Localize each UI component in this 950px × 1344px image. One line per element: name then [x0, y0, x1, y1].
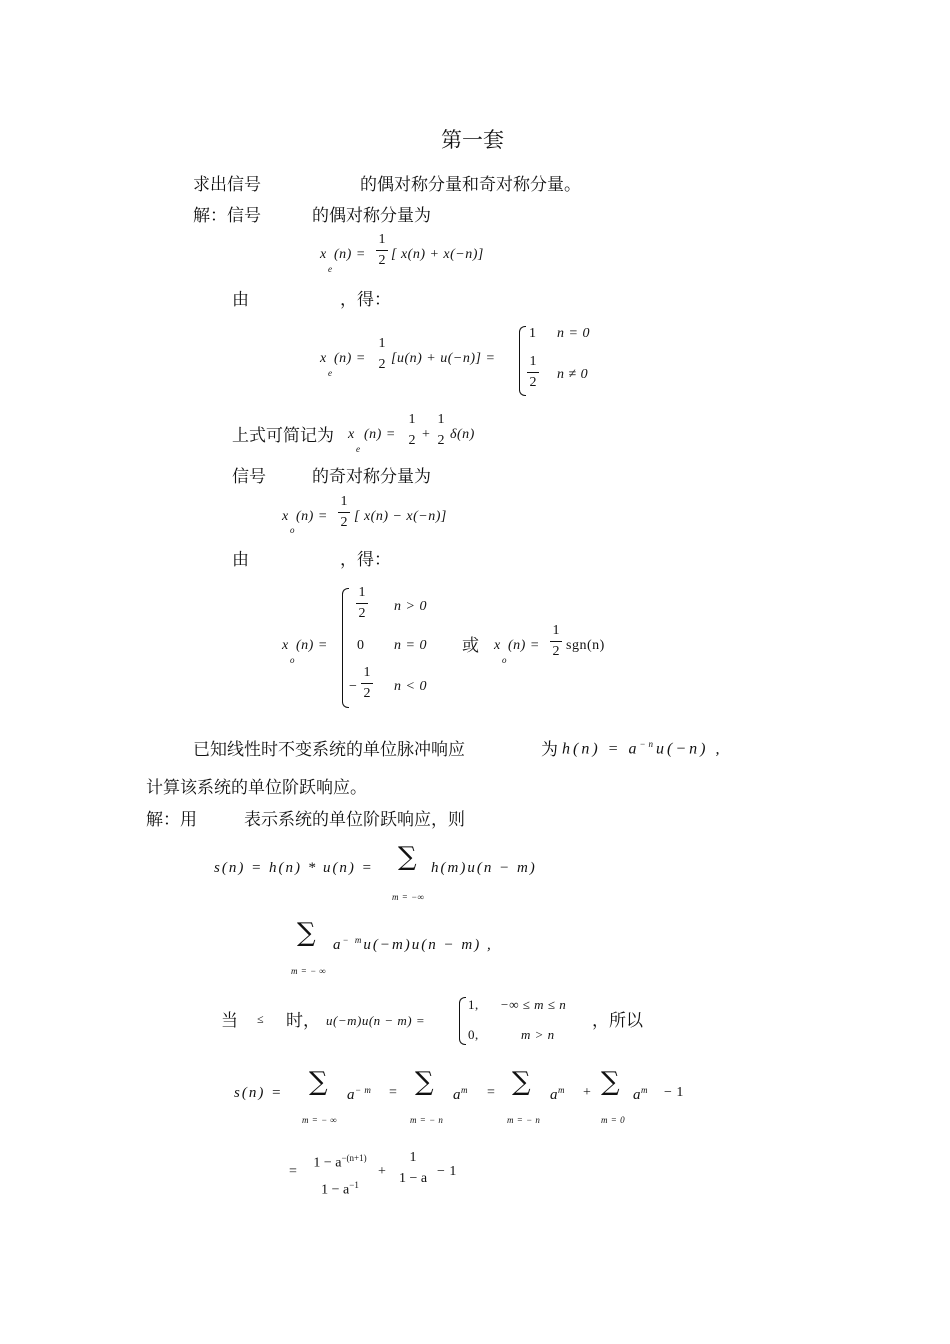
case-cond-ngt0: n > 0: [394, 599, 427, 614]
sigma-symbol: ∑: [512, 1067, 531, 1097]
eq-xo3-x: x: [494, 638, 501, 653]
text-odd-component: 的奇对称分量为: [312, 467, 431, 487]
case-1: 1,: [468, 997, 479, 1012]
case-cond-nlt0: n < 0: [394, 679, 427, 694]
cases-brace: [519, 326, 526, 396]
fraction-half: 1 2: [527, 354, 539, 391]
fraction-geometric-2: 1 1 − a: [398, 1150, 428, 1186]
question-2-line2: 计算该系统的单位阶跃响应。: [146, 778, 367, 798]
eq-xo-sub: o: [290, 525, 295, 535]
equals-final: =: [289, 1164, 298, 1179]
eq-xe2-sub: e: [328, 368, 333, 378]
eq-xo2-lhs: (n) =: [296, 638, 328, 653]
sgn-n: sgn(n): [566, 638, 605, 653]
eq-xo-rhs: [ x(n) − x(−n)]: [354, 509, 447, 524]
text-dang: 当: [221, 1011, 238, 1031]
u-product: u(−m)u(n − m) =: [326, 1013, 426, 1028]
minus-one: − 1: [664, 1085, 684, 1100]
case-cond-n0: n = 0: [394, 638, 427, 653]
case-2: 0,: [468, 1027, 479, 1042]
fraction-half: 1 2: [338, 494, 350, 531]
text-de-2: ，得：: [340, 550, 391, 570]
eq-xo-x: x: [282, 509, 289, 524]
text-signal-2: 信号: [232, 467, 266, 487]
case-cond-nne0: n ≠ 0: [557, 367, 589, 382]
answer-2-text: 表示系统的单位阶跃响应，则: [244, 810, 465, 830]
eq-xe-lhs: (n) =: [334, 247, 366, 262]
fraction-half: 1 2: [378, 336, 386, 372]
text-de-1: ，得：: [340, 290, 391, 310]
sum-lower-limit: m = − n: [410, 1115, 444, 1125]
sum-lower-limit: m = − ∞: [291, 966, 327, 976]
text-or: 或: [462, 636, 479, 656]
sum-term-3: $a^m$: [550, 1085, 565, 1103]
eq-xe3-lhs: (n) =: [364, 427, 396, 442]
sigma-symbol: ∑: [398, 842, 417, 872]
sigma-symbol: ∑: [297, 918, 316, 948]
fraction-geometric-1: $1 - a^{-(n+1)}$ $1 - a^{-1}$: [313, 1153, 367, 1198]
eq-xe2-x: x: [320, 351, 327, 366]
eq-xe2-rhs: [u(n) + u(−n)] =: [391, 351, 496, 366]
text-suoyi: ，所以: [592, 1011, 643, 1031]
sum-term-am: $a^{- m}u(-m)u(n - m)$ ,: [333, 935, 493, 953]
text-simplify: 上式可简记为: [232, 426, 334, 446]
equals-2: =: [487, 1085, 496, 1100]
hn-definition: $h(n) = a^{-n}u(-n)$ ,: [562, 739, 723, 758]
sum-lower-limit: m = − ∞: [302, 1115, 338, 1125]
fraction-half: 1 2: [550, 623, 562, 660]
text-you-1: 由: [232, 290, 249, 310]
case-value-1: 1: [529, 326, 537, 341]
sn-convolution: s(n) = h(n) * u(n) =: [214, 860, 374, 876]
text-you-2: 由: [232, 550, 249, 570]
eq-xo2-x: x: [282, 638, 289, 653]
sigma-symbol: ∑: [309, 1067, 328, 1097]
eq-xe-x: x: [320, 247, 327, 262]
cases-brace: [459, 997, 466, 1045]
cases-brace: [342, 588, 349, 708]
plus-sign: +: [422, 427, 431, 442]
fraction-half: 1 2: [356, 585, 368, 622]
eq-xe-rhs: [ x(n) + x(−n)]: [391, 247, 484, 262]
case-value-0: 0: [357, 638, 365, 653]
sn-lhs: s(n) =: [234, 1085, 284, 1101]
eq-xo2-sub: o: [290, 655, 295, 665]
eq-xo-lhs: (n) =: [296, 509, 328, 524]
eq-xe3-sub: e: [356, 444, 361, 454]
equals-1: =: [389, 1085, 398, 1100]
answer-2-label: 解：用: [146, 810, 197, 830]
page-title: 第一套: [441, 128, 504, 152]
eq-xe3-x: x: [348, 427, 355, 442]
answer-1-label: 解：信号: [193, 206, 261, 226]
sum-term-4: $a^m$: [633, 1085, 648, 1103]
sigma-symbol: ∑: [601, 1067, 620, 1097]
question-2-wei: 为: [541, 740, 558, 760]
sum-lower-limit: m = 0: [601, 1115, 626, 1125]
delta-n: δ(n): [450, 427, 475, 442]
question-1-end: 的偶对称分量和奇对称分量。: [360, 175, 581, 195]
sigma-symbol: ∑: [415, 1067, 434, 1097]
fraction-half: 1 2: [361, 665, 373, 702]
minus-one: − 1: [437, 1164, 457, 1179]
plus-sign: +: [378, 1164, 387, 1179]
case-1-cond: −∞ ≤ m ≤ n: [500, 997, 567, 1012]
eq-xe2-lhs: (n) =: [334, 351, 366, 366]
answer-1-text: 的偶对称分量为: [312, 206, 431, 226]
sum-term-2: $a^m$: [453, 1085, 468, 1103]
case-2-cond: m > n: [521, 1027, 555, 1042]
question-1-start: 求出信号: [193, 175, 261, 195]
sum-lower-limit: m = − n: [507, 1115, 541, 1125]
question-2-start: 已知线性时不变系统的单位脉冲响应: [193, 740, 465, 760]
fraction-half: 1 2: [376, 232, 388, 269]
eq-xe-sub: e: [328, 264, 333, 274]
eq-xo3-lhs: (n) =: [508, 638, 540, 653]
text-shi: 时，: [286, 1011, 320, 1031]
minus-sign: −: [349, 679, 358, 694]
fraction-half: 1 2: [408, 412, 416, 448]
sum-term-1: $a^{- m}$: [347, 1085, 372, 1103]
sum-term-hm: h(m)u(n − m): [431, 860, 537, 876]
case-cond-n0: n = 0: [557, 326, 590, 341]
leq-symbol: ≤: [257, 1012, 265, 1026]
sum-lower-limit: m = −∞: [392, 892, 425, 902]
plus-sign: +: [583, 1085, 592, 1100]
fraction-half: 1 2: [437, 412, 445, 448]
eq-xo3-sub: o: [502, 655, 507, 665]
